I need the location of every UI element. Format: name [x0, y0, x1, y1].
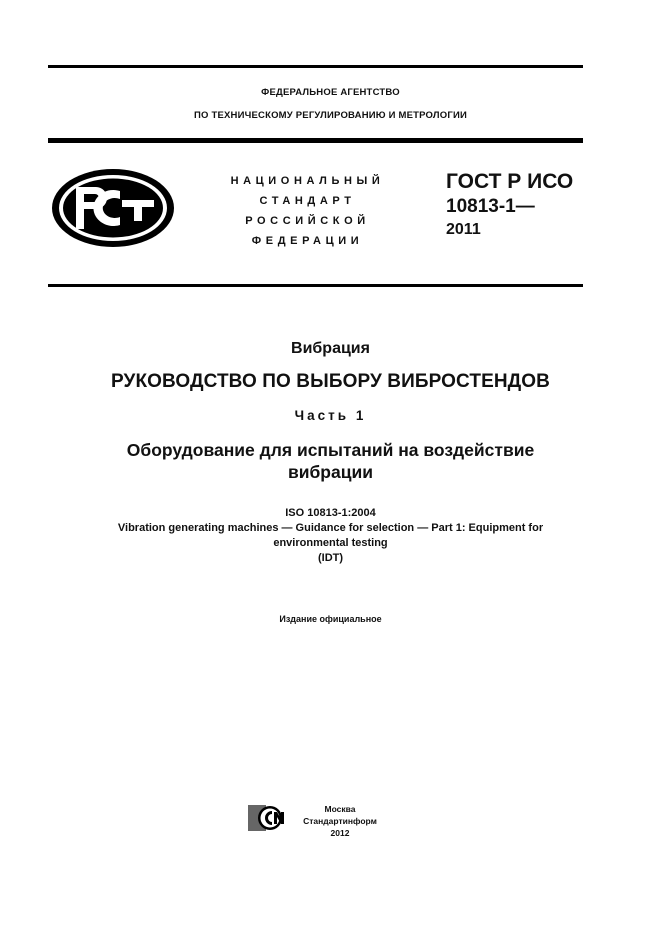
- top-rule: [48, 65, 583, 68]
- standartinform-icon: [248, 803, 292, 833]
- iso-number: ISO 10813-1:2004: [285, 507, 376, 519]
- header-bottom-rule: [48, 284, 583, 287]
- national-standard-label: [200, 171, 415, 251]
- iso-degree: (IDT): [317, 552, 344, 564]
- edition-label: Издание официальное: [279, 614, 382, 624]
- header-thick-rule: [48, 138, 583, 143]
- publisher-info: [294, 803, 386, 839]
- designation-line-3: 2011: [446, 221, 481, 238]
- subtitle-line-2: вибрации: [287, 462, 374, 482]
- main-title: РУКОВОДСТВО ПО ВЫБОРУ ВИБРОСТЕНДОВ: [111, 371, 550, 392]
- publisher-name: Стандартинформ: [303, 816, 377, 826]
- iso-title-line-2: environmental testing: [273, 537, 388, 549]
- iso-title-line-1: Vibration generating machines — Guidance for selection — Part 1: Equipment for: [117, 522, 544, 534]
- topic-title: Вибрация: [291, 340, 370, 357]
- part-label: Часть 1: [294, 408, 367, 423]
- national-standard-line-2: СТАНДАРТ: [259, 195, 356, 207]
- standartinform-logo: [248, 803, 292, 838]
- national-standard-line-4: ФЕДЕРАЦИИ: [251, 235, 364, 247]
- publisher-year: 2012: [330, 828, 350, 838]
- rst-icon: [50, 167, 176, 249]
- agency-line-2: ПО ТЕХНИЧЕСКОМУ РЕГУЛИРОВАНИЮ И МЕТРОЛОГИИ: [194, 110, 467, 121]
- agency-line-1: ФЕДЕРАЛЬНОЕ АГЕНТСТВО: [261, 87, 400, 98]
- iso-reference: [0, 506, 661, 566]
- subtitle: [0, 439, 661, 483]
- national-standard-line-3: РОССИЙСКОЙ: [245, 215, 370, 227]
- publisher-city: Москва: [324, 804, 356, 814]
- subtitle-line-1: Оборудование для испытаний на воздействие: [126, 440, 535, 460]
- designation-line-2: 10813-1—: [446, 196, 535, 217]
- designation-line-1: ГОСТ Р ИСО: [446, 170, 574, 193]
- rst-certification-logo: [50, 167, 176, 254]
- national-standard-line-1: НАЦИОНАЛЬНЫЙ: [230, 175, 385, 187]
